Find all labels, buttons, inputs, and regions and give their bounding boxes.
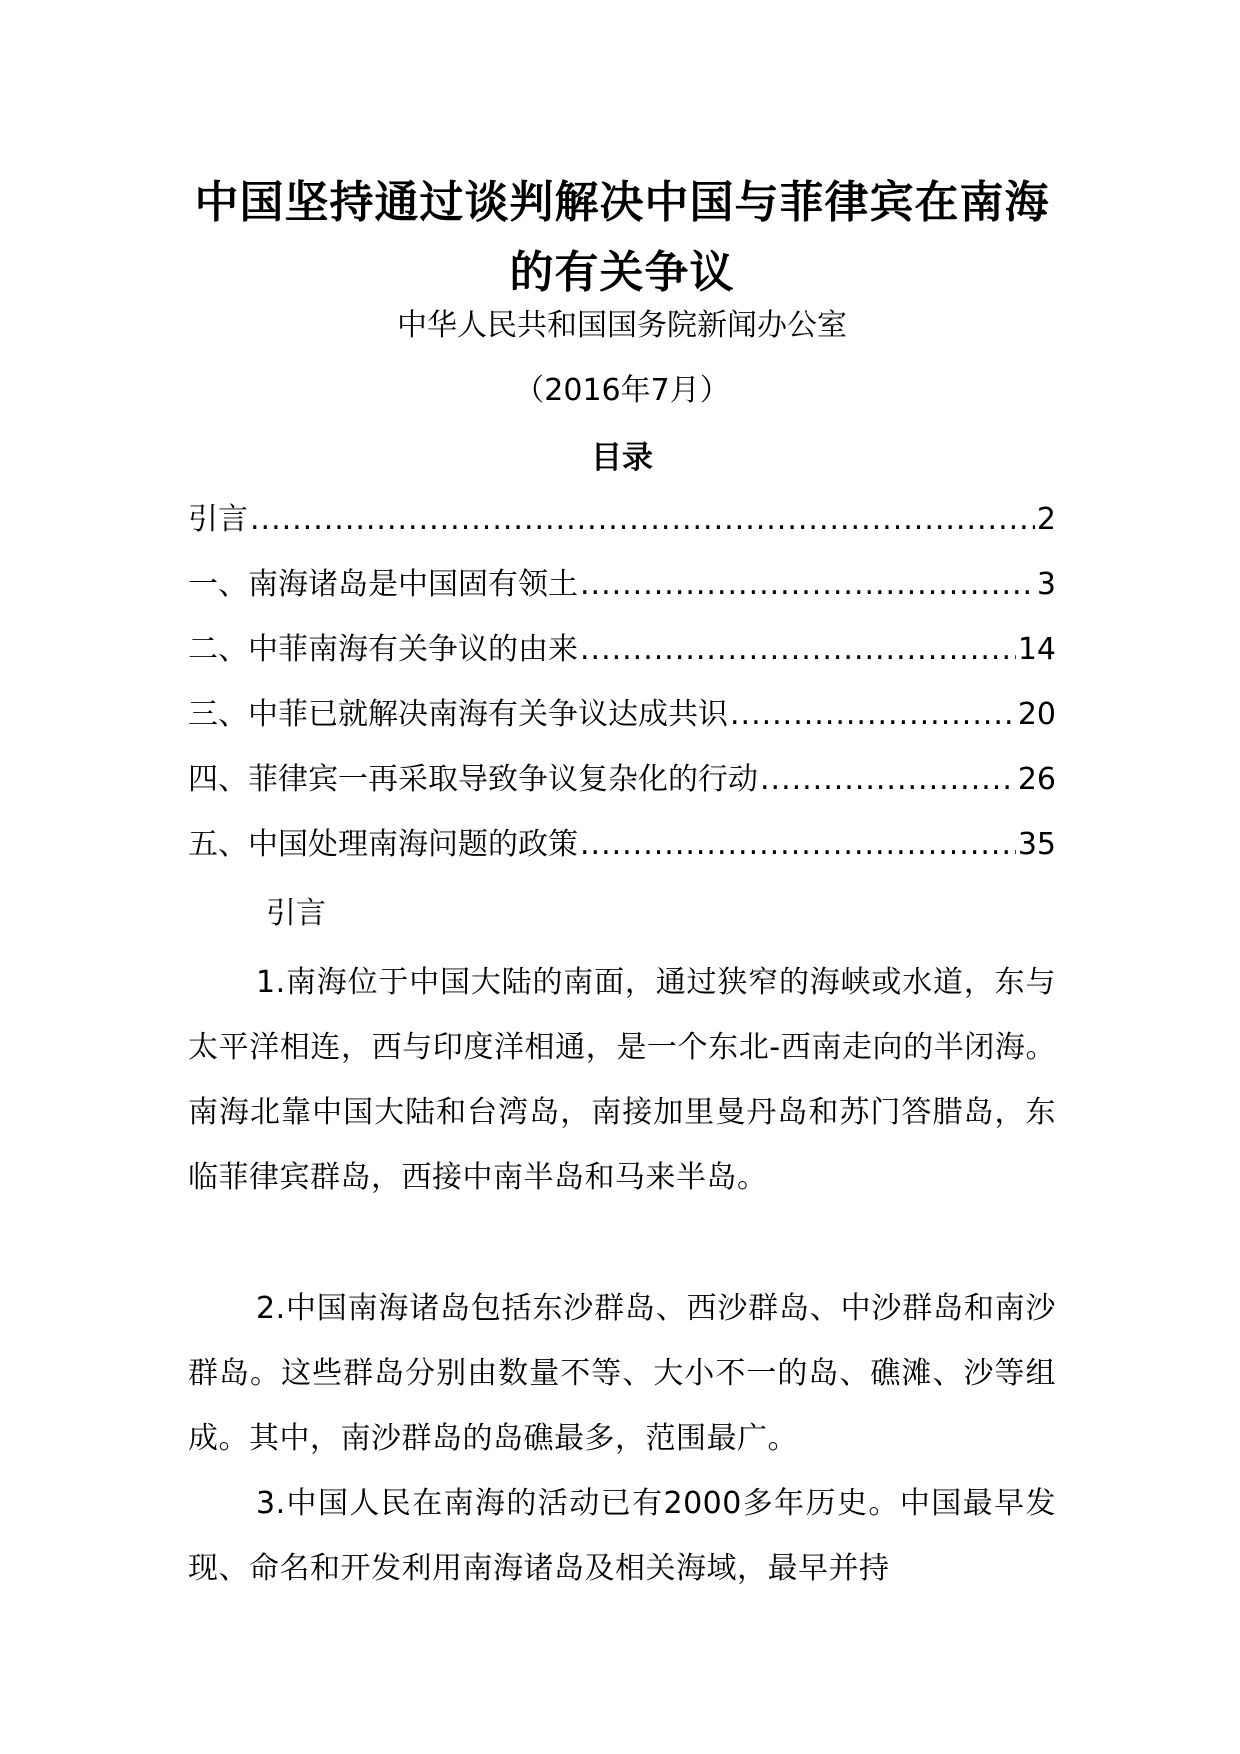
toc-page-number: 2: [1036, 502, 1056, 537]
section-heading-intro: 引言: [266, 896, 326, 931]
toc-page-number: 14: [1017, 632, 1056, 667]
toc-page-number: 3: [1036, 567, 1056, 602]
date-line: （2016年7月）: [514, 373, 730, 408]
toc-dot-leader: [580, 565, 1035, 605]
toc-entry-label: 三、中菲已就解决南海有关争议达成共识: [188, 697, 728, 732]
body-paragraph: 1.南海位于中国大陆的南面，通过狭窄的海峡或水道，东与太平洋相连，西与印度洋相通，是一个东北-西南走向的半闭海。南海北靠中国大陆和台湾岛，南接加里曼丹岛和苏门答腊岛，东临菲律宾群岛，西接中南半岛和马来半岛。: [188, 965, 1056, 1195]
toc-heading: 目录: [591, 440, 653, 476]
toc-entry-intro[interactable]: [188, 500, 1056, 565]
toc-page-number: 26: [1017, 762, 1056, 797]
toc-entry-section-1[interactable]: [188, 565, 1056, 630]
issuer-line: 中华人民共和国国务院新闻办公室: [397, 308, 847, 343]
toc-entry-section-5[interactable]: [188, 825, 1056, 890]
toc-entry-section-3[interactable]: [188, 695, 1056, 760]
toc-entry-label: 一、南海诸岛是中国固有领土: [188, 567, 578, 602]
toc-page-number: 20: [1017, 697, 1056, 732]
toc-dot-leader: [730, 695, 1016, 735]
toc-entry-label: 五、中国处理南海问题的政策: [188, 827, 578, 862]
toc-entry-section-4[interactable]: [188, 760, 1056, 825]
toc-dot-leader: [580, 630, 1016, 670]
toc-dot-leader: [580, 825, 1016, 865]
toc-entry-section-2[interactable]: [188, 630, 1056, 695]
body-paragraph: 3.中国人民在南海的活动已有2000多年历史。中国最早发现、命名和开发利用南海诸岛及相关海域，最早并持: [188, 1486, 1056, 1586]
toc-dot-leader: [760, 760, 1016, 800]
toc-entry-label: 四、菲律宾一再采取导致争议复杂化的行动: [188, 762, 758, 797]
body-paragraph: 2.中国南海诸岛包括东沙群岛、西沙群岛、中沙群岛和南沙群岛。这些群岛分别由数量不等、大小不一的岛、礁滩、沙等组成。其中，南沙群岛的岛礁最多，范围最广。: [188, 1291, 1056, 1456]
table-of-contents: [188, 500, 1056, 890]
document-title: 中国坚持通过谈判解决中国与菲律宾在南海的有关争议: [194, 177, 1050, 298]
toc-entry-label: 二、中菲南海有关争议的由来: [188, 632, 578, 667]
toc-page-number: 35: [1017, 827, 1056, 862]
toc-entry-label: 引言: [188, 502, 248, 537]
toc-dot-leader: [250, 500, 1035, 540]
